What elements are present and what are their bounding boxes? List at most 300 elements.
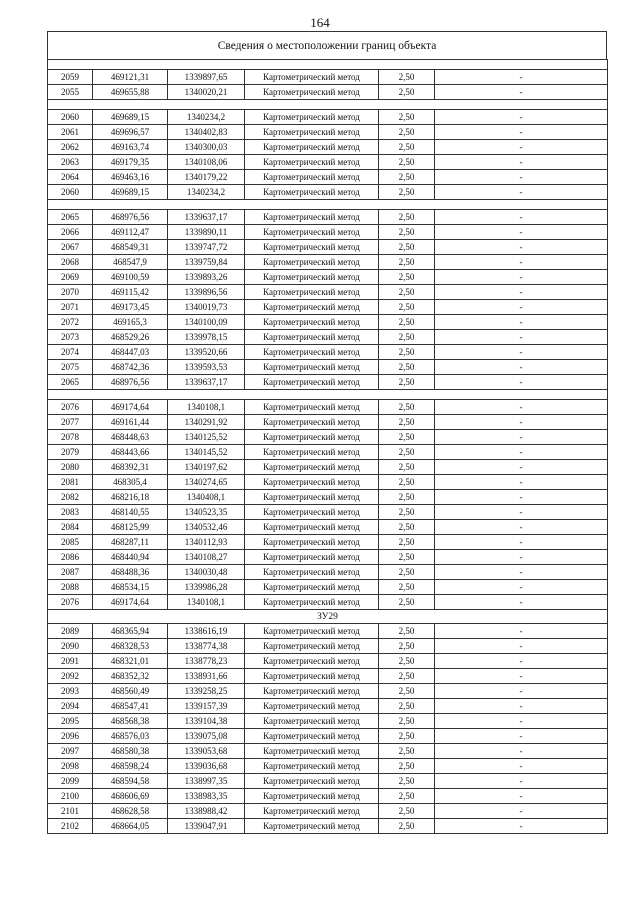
point-number-cell: 2071 [48, 300, 93, 315]
description-cell: - [435, 714, 608, 729]
table-row [48, 624, 608, 639]
accuracy-cell: 2,50 [379, 315, 435, 330]
table-row [48, 170, 608, 185]
point-number-cell: 2062 [48, 140, 93, 155]
accuracy-cell: 2,50 [379, 490, 435, 505]
method-cell: Картометрический метод [245, 624, 379, 639]
y-coordinate-cell: 1340108,27 [168, 550, 245, 565]
description-cell: - [435, 345, 608, 360]
table-row [48, 819, 608, 834]
table-row [48, 550, 608, 565]
table-row [48, 345, 608, 360]
point-number-cell: 2086 [48, 550, 93, 565]
method-cell: Картометрический метод [245, 415, 379, 430]
accuracy-cell: 2,50 [379, 445, 435, 460]
accuracy-cell: 2,50 [379, 729, 435, 744]
y-coordinate-cell: 1338931,66 [168, 669, 245, 684]
description-cell: - [435, 300, 608, 315]
accuracy-cell: 2,50 [379, 400, 435, 415]
table-row [48, 520, 608, 535]
y-coordinate-cell: 1339978,15 [168, 330, 245, 345]
point-number-cell: 2101 [48, 804, 93, 819]
y-coordinate-cell: 1340145,52 [168, 445, 245, 460]
method-cell: Картометрический метод [245, 315, 379, 330]
method-cell: Картометрический метод [245, 270, 379, 285]
accuracy-cell: 2,50 [379, 550, 435, 565]
separator-row [48, 390, 608, 400]
accuracy-cell: 2,50 [379, 819, 435, 834]
y-coordinate-cell: 1340112,93 [168, 535, 245, 550]
x-coordinate-cell: 468547,41 [93, 699, 168, 714]
y-coordinate-cell: 1339890,11 [168, 225, 245, 240]
accuracy-cell: 2,50 [379, 774, 435, 789]
method-cell: Картометрический метод [245, 110, 379, 125]
point-number-cell: 2059 [48, 70, 93, 85]
description-cell: - [435, 330, 608, 345]
table-row [48, 300, 608, 315]
table-row [48, 330, 608, 345]
y-coordinate-cell: 1340523,35 [168, 505, 245, 520]
x-coordinate-cell: 468440,94 [93, 550, 168, 565]
point-number-cell: 2089 [48, 624, 93, 639]
y-coordinate-cell: 1338778,23 [168, 654, 245, 669]
method-cell: Картометрический метод [245, 759, 379, 774]
accuracy-cell: 2,50 [379, 535, 435, 550]
table-row [48, 535, 608, 550]
x-coordinate-cell: 468568,38 [93, 714, 168, 729]
x-coordinate-cell: 468598,24 [93, 759, 168, 774]
x-coordinate-cell: 468976,56 [93, 375, 168, 390]
method-cell: Картометрический метод [245, 535, 379, 550]
method-cell: Картометрический метод [245, 654, 379, 669]
accuracy-cell: 2,50 [379, 300, 435, 315]
description-cell: - [435, 639, 608, 654]
description-cell: - [435, 270, 608, 285]
y-coordinate-cell: 1340108,06 [168, 155, 245, 170]
table-row [48, 654, 608, 669]
table-row [48, 70, 608, 85]
description-cell: - [435, 759, 608, 774]
x-coordinate-cell: 468447,03 [93, 345, 168, 360]
point-number-cell: 2068 [48, 255, 93, 270]
table-row [48, 505, 608, 520]
accuracy-cell: 2,50 [379, 85, 435, 100]
point-number-cell: 2063 [48, 155, 93, 170]
accuracy-cell: 2,50 [379, 140, 435, 155]
point-number-cell: 2098 [48, 759, 93, 774]
description-cell: - [435, 210, 608, 225]
accuracy-cell: 2,50 [379, 520, 435, 535]
x-coordinate-cell: 469655,88 [93, 85, 168, 100]
accuracy-cell: 2,50 [379, 225, 435, 240]
y-coordinate-cell: 1340179,22 [168, 170, 245, 185]
x-coordinate-cell: 468488,36 [93, 565, 168, 580]
x-coordinate-cell: 468976,56 [93, 210, 168, 225]
description-cell: - [435, 475, 608, 490]
y-coordinate-cell: 1340402,83 [168, 125, 245, 140]
description-cell: - [435, 170, 608, 185]
x-coordinate-cell: 468742,36 [93, 360, 168, 375]
point-number-cell: 2100 [48, 789, 93, 804]
x-coordinate-cell: 468287,11 [93, 535, 168, 550]
description-cell: - [435, 360, 608, 375]
y-coordinate-cell: 1339047,91 [168, 819, 245, 834]
table-row [48, 225, 608, 240]
accuracy-cell: 2,50 [379, 345, 435, 360]
y-coordinate-cell: 1338983,35 [168, 789, 245, 804]
method-cell: Картометрический метод [245, 505, 379, 520]
x-coordinate-cell: 468216,18 [93, 490, 168, 505]
accuracy-cell: 2,50 [379, 624, 435, 639]
method-cell: Картометрический метод [245, 684, 379, 699]
method-cell: Картометрический метод [245, 140, 379, 155]
point-number-cell: 2079 [48, 445, 93, 460]
description-cell: - [435, 185, 608, 200]
description-cell: - [435, 445, 608, 460]
point-number-cell: 2096 [48, 729, 93, 744]
method-cell: Картометрический метод [245, 595, 379, 610]
separator-row [48, 200, 608, 210]
x-coordinate-cell: 468628,58 [93, 804, 168, 819]
y-coordinate-cell: 1339637,17 [168, 210, 245, 225]
description-cell: - [435, 535, 608, 550]
table-row [48, 185, 608, 200]
method-cell: Картометрический метод [245, 330, 379, 345]
x-coordinate-cell: 468664,05 [93, 819, 168, 834]
y-coordinate-cell: 1339157,39 [168, 699, 245, 714]
section-label: ЗУ29 [48, 610, 608, 624]
y-coordinate-cell: 1340291,92 [168, 415, 245, 430]
description-cell: - [435, 580, 608, 595]
x-coordinate-cell: 469165,3 [93, 315, 168, 330]
table-row [48, 415, 608, 430]
accuracy-cell: 2,50 [379, 70, 435, 85]
y-coordinate-cell: 1339075,08 [168, 729, 245, 744]
table-row [48, 774, 608, 789]
x-coordinate-cell: 468352,32 [93, 669, 168, 684]
x-coordinate-cell: 469689,15 [93, 110, 168, 125]
x-coordinate-cell: 468580,38 [93, 744, 168, 759]
x-coordinate-cell: 468321,01 [93, 654, 168, 669]
table-row [48, 140, 608, 155]
point-number-cell: 2066 [48, 225, 93, 240]
y-coordinate-cell: 1339986,28 [168, 580, 245, 595]
description-cell: - [435, 375, 608, 390]
point-number-cell: 2075 [48, 360, 93, 375]
point-number-cell: 2070 [48, 285, 93, 300]
point-number-cell: 2091 [48, 654, 93, 669]
x-coordinate-cell: 469173,45 [93, 300, 168, 315]
separator-cell [48, 390, 608, 400]
table-row [48, 729, 608, 744]
y-coordinate-cell: 1340108,1 [168, 595, 245, 610]
accuracy-cell: 2,50 [379, 460, 435, 475]
point-number-cell: 2076 [48, 595, 93, 610]
accuracy-cell: 2,50 [379, 804, 435, 819]
table-row [48, 125, 608, 140]
accuracy-cell: 2,50 [379, 255, 435, 270]
table-row [48, 460, 608, 475]
x-coordinate-cell: 468448,63 [93, 430, 168, 445]
description-cell: - [435, 684, 608, 699]
table-row [48, 240, 608, 255]
boundary-sheet [47, 31, 607, 834]
x-coordinate-cell: 469115,42 [93, 285, 168, 300]
y-coordinate-cell: 1340234,2 [168, 110, 245, 125]
method-cell: Картометрический метод [245, 85, 379, 100]
table-row [48, 490, 608, 505]
table-row [48, 684, 608, 699]
accuracy-cell: 2,50 [379, 684, 435, 699]
description-cell: - [435, 789, 608, 804]
description-cell: - [435, 699, 608, 714]
method-cell: Картометрический метод [245, 819, 379, 834]
table-row [48, 155, 608, 170]
accuracy-cell: 2,50 [379, 430, 435, 445]
table-row [48, 210, 608, 225]
table-row [48, 400, 608, 415]
y-coordinate-cell: 1338988,42 [168, 804, 245, 819]
table-row [48, 375, 608, 390]
x-coordinate-cell: 468392,31 [93, 460, 168, 475]
method-cell: Картометрический метод [245, 729, 379, 744]
table-row [48, 315, 608, 330]
point-number-cell: 2094 [48, 699, 93, 714]
x-coordinate-cell: 469121,31 [93, 70, 168, 85]
table-row [48, 285, 608, 300]
x-coordinate-cell: 469100,59 [93, 270, 168, 285]
point-number-cell: 2065 [48, 375, 93, 390]
y-coordinate-cell: 1339893,26 [168, 270, 245, 285]
point-number-cell: 2097 [48, 744, 93, 759]
y-coordinate-cell: 1340030,48 [168, 565, 245, 580]
point-number-cell: 2095 [48, 714, 93, 729]
x-coordinate-cell: 469174,64 [93, 595, 168, 610]
separator-row [48, 60, 608, 70]
y-coordinate-cell: 1339637,17 [168, 375, 245, 390]
x-coordinate-cell: 468305,4 [93, 475, 168, 490]
description-cell: - [435, 565, 608, 580]
description-cell: - [435, 415, 608, 430]
method-cell: Картометрический метод [245, 639, 379, 654]
y-coordinate-cell: 1338997,35 [168, 774, 245, 789]
method-cell: Картометрический метод [245, 240, 379, 255]
accuracy-cell: 2,50 [379, 210, 435, 225]
x-coordinate-cell: 468140,55 [93, 505, 168, 520]
x-coordinate-cell: 468125,99 [93, 520, 168, 535]
accuracy-cell: 2,50 [379, 375, 435, 390]
point-number-cell: 2087 [48, 565, 93, 580]
x-coordinate-cell: 468547,9 [93, 255, 168, 270]
description-cell: - [435, 85, 608, 100]
x-coordinate-cell: 468560,49 [93, 684, 168, 699]
separator-cell [48, 100, 608, 110]
x-coordinate-cell: 469112,47 [93, 225, 168, 240]
method-cell: Картометрический метод [245, 155, 379, 170]
method-cell: Картометрический метод [245, 185, 379, 200]
description-cell: - [435, 774, 608, 789]
y-coordinate-cell: 1339520,66 [168, 345, 245, 360]
accuracy-cell: 2,50 [379, 639, 435, 654]
method-cell: Картометрический метод [245, 744, 379, 759]
method-cell: Картометрический метод [245, 520, 379, 535]
accuracy-cell: 2,50 [379, 285, 435, 300]
accuracy-cell: 2,50 [379, 185, 435, 200]
y-coordinate-cell: 1338616,19 [168, 624, 245, 639]
point-number-cell: 2073 [48, 330, 93, 345]
x-coordinate-cell: 469463,16 [93, 170, 168, 185]
description-cell: - [435, 520, 608, 535]
description-cell: - [435, 140, 608, 155]
separator-row [48, 100, 608, 110]
point-number-cell: 2088 [48, 580, 93, 595]
x-coordinate-cell: 469174,64 [93, 400, 168, 415]
table-row [48, 669, 608, 684]
y-coordinate-cell: 1339896,56 [168, 285, 245, 300]
accuracy-cell: 2,50 [379, 125, 435, 140]
point-number-cell: 2067 [48, 240, 93, 255]
point-number-cell: 2082 [48, 490, 93, 505]
accuracy-cell: 2,50 [379, 714, 435, 729]
table-row [48, 744, 608, 759]
point-number-cell: 2090 [48, 639, 93, 654]
method-cell: Картометрический метод [245, 490, 379, 505]
boundary-table-body [48, 60, 608, 834]
description-cell: - [435, 110, 608, 125]
point-number-cell: 2060 [48, 185, 93, 200]
method-cell: Картометрический метод [245, 804, 379, 819]
method-cell: Картометрический метод [245, 699, 379, 714]
description-cell: - [435, 654, 608, 669]
separator-cell [48, 60, 608, 70]
description-cell: - [435, 430, 608, 445]
method-cell: Картометрический метод [245, 400, 379, 415]
y-coordinate-cell: 1339759,84 [168, 255, 245, 270]
point-number-cell: 2074 [48, 345, 93, 360]
description-cell: - [435, 804, 608, 819]
accuracy-cell: 2,50 [379, 475, 435, 490]
description-cell: - [435, 125, 608, 140]
point-number-cell: 2092 [48, 669, 93, 684]
x-coordinate-cell: 468328,53 [93, 639, 168, 654]
table-row [48, 255, 608, 270]
point-number-cell: 2083 [48, 505, 93, 520]
description-cell: - [435, 550, 608, 565]
description-cell: - [435, 255, 608, 270]
table-row [48, 714, 608, 729]
description-cell: - [435, 285, 608, 300]
method-cell: Картометрический метод [245, 375, 379, 390]
method-cell: Картометрический метод [245, 125, 379, 140]
y-coordinate-cell: 1340019,73 [168, 300, 245, 315]
x-coordinate-cell: 469161,44 [93, 415, 168, 430]
y-coordinate-cell: 1340300,03 [168, 140, 245, 155]
table-row [48, 595, 608, 610]
y-coordinate-cell: 1340408,1 [168, 490, 245, 505]
point-number-cell: 2072 [48, 315, 93, 330]
method-cell: Картометрический метод [245, 714, 379, 729]
x-coordinate-cell: 468606,69 [93, 789, 168, 804]
x-coordinate-cell: 468576,03 [93, 729, 168, 744]
table-row [48, 759, 608, 774]
y-coordinate-cell: 1340020,21 [168, 85, 245, 100]
y-coordinate-cell: 1340108,1 [168, 400, 245, 415]
table-row [48, 580, 608, 595]
point-number-cell: 2061 [48, 125, 93, 140]
description-cell: - [435, 729, 608, 744]
description-cell: - [435, 155, 608, 170]
method-cell: Картометрический метод [245, 789, 379, 804]
accuracy-cell: 2,50 [379, 669, 435, 684]
table-row [48, 430, 608, 445]
method-cell: Картометрический метод [245, 255, 379, 270]
y-coordinate-cell: 1340532,46 [168, 520, 245, 535]
table-row [48, 445, 608, 460]
y-coordinate-cell: 1339897,65 [168, 70, 245, 85]
table-row [48, 804, 608, 819]
accuracy-cell: 2,50 [379, 155, 435, 170]
accuracy-cell: 2,50 [379, 505, 435, 520]
method-cell: Картометрический метод [245, 285, 379, 300]
method-cell: Картометрический метод [245, 774, 379, 789]
method-cell: Картометрический метод [245, 460, 379, 475]
table-row [48, 475, 608, 490]
y-coordinate-cell: 1340125,52 [168, 430, 245, 445]
y-coordinate-cell: 1340234,2 [168, 185, 245, 200]
point-number-cell: 2099 [48, 774, 93, 789]
point-number-cell: 2084 [48, 520, 93, 535]
method-cell: Картометрический метод [245, 170, 379, 185]
point-number-cell: 2077 [48, 415, 93, 430]
method-cell: Картометрический метод [245, 475, 379, 490]
accuracy-cell: 2,50 [379, 170, 435, 185]
section-row [48, 610, 608, 624]
accuracy-cell: 2,50 [379, 654, 435, 669]
y-coordinate-cell: 1339104,38 [168, 714, 245, 729]
separator-cell [48, 200, 608, 210]
accuracy-cell: 2,50 [379, 360, 435, 375]
accuracy-cell: 2,50 [379, 330, 435, 345]
table-row [48, 699, 608, 714]
description-cell: - [435, 490, 608, 505]
method-cell: Картометрический метод [245, 300, 379, 315]
x-coordinate-cell: 468365,94 [93, 624, 168, 639]
point-number-cell: 2102 [48, 819, 93, 834]
point-number-cell: 2081 [48, 475, 93, 490]
point-number-cell: 2078 [48, 430, 93, 445]
table-row [48, 85, 608, 100]
method-cell: Картометрический метод [245, 580, 379, 595]
x-coordinate-cell: 468549,31 [93, 240, 168, 255]
description-cell: - [435, 595, 608, 610]
method-cell: Картометрический метод [245, 430, 379, 445]
x-coordinate-cell: 469163,74 [93, 140, 168, 155]
point-number-cell: 2064 [48, 170, 93, 185]
x-coordinate-cell: 468443,66 [93, 445, 168, 460]
point-number-cell: 2069 [48, 270, 93, 285]
x-coordinate-cell: 469696,57 [93, 125, 168, 140]
page-number: 164 [310, 15, 330, 30]
accuracy-cell: 2,50 [379, 759, 435, 774]
description-cell: - [435, 240, 608, 255]
accuracy-cell: 2,50 [379, 580, 435, 595]
table-caption: Сведения о местоположении границ объекта [47, 31, 607, 59]
description-cell: - [435, 744, 608, 759]
accuracy-cell: 2,50 [379, 699, 435, 714]
method-cell: Картометрический метод [245, 550, 379, 565]
point-number-cell: 2085 [48, 535, 93, 550]
y-coordinate-cell: 1339593,53 [168, 360, 245, 375]
